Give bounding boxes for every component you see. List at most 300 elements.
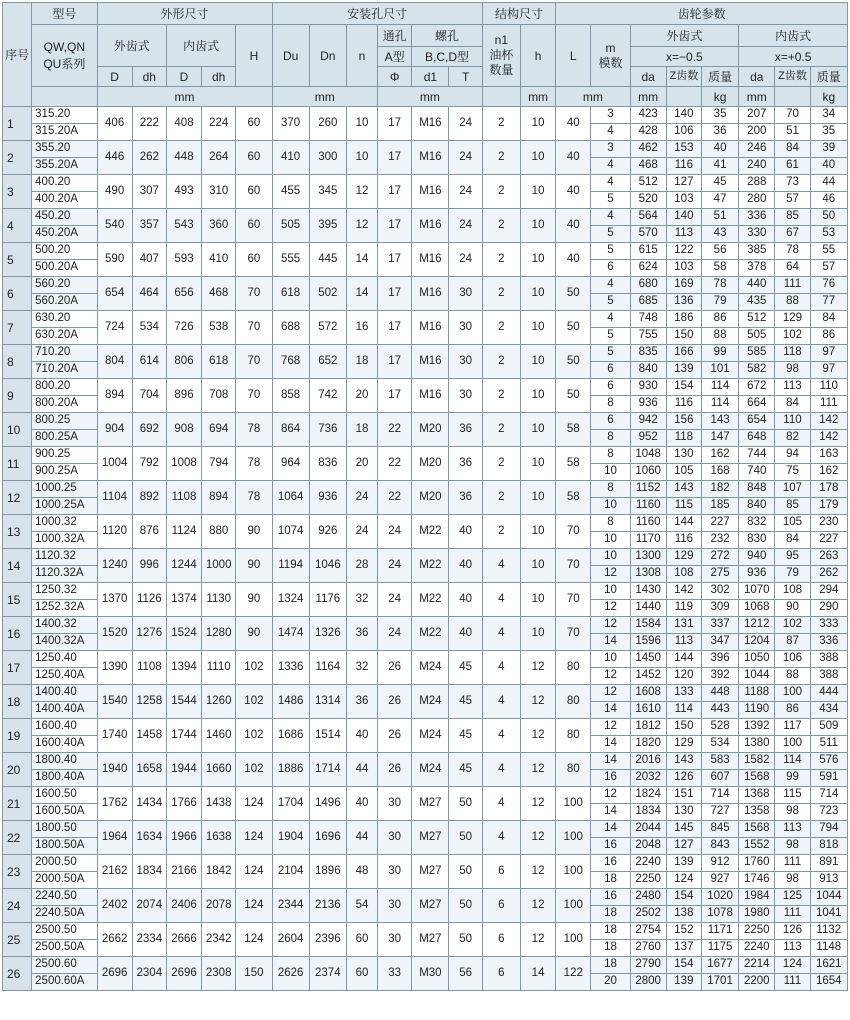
- cell-module: 8: [591, 515, 630, 532]
- cell-phi: 17: [378, 345, 412, 379]
- cell-mass-ext: 1175: [701, 940, 738, 957]
- row-seq: 17: [3, 651, 32, 685]
- cell-n1: 6: [482, 923, 520, 957]
- cell-z-int: 85: [775, 209, 810, 226]
- cell-Du: 1486: [272, 685, 309, 719]
- cell-da-ext: 1152: [630, 481, 666, 498]
- cell-mass-int: 39: [810, 141, 847, 158]
- cell-z-int: 57: [775, 192, 810, 209]
- cell-z-ext: 139: [666, 974, 701, 991]
- cell-Du: 1064: [272, 481, 309, 515]
- cell-module: 10: [591, 532, 630, 549]
- cell-z-ext: 154: [666, 379, 701, 396]
- cell-module: 3: [591, 107, 630, 124]
- cell-outer-dh-int: 224: [202, 107, 236, 141]
- cell-outer-D-ext: 654: [97, 277, 132, 311]
- cell-z-ext: 116: [666, 158, 701, 175]
- cell-da-ext: 1160: [630, 498, 666, 515]
- cell-Du: 1194: [272, 549, 309, 583]
- cell-n: 44: [346, 753, 377, 787]
- header-x-ext: x=−0.5: [630, 47, 739, 67]
- cell-phi: 17: [378, 243, 412, 277]
- cell-mass-ext: 302: [701, 583, 738, 600]
- cell-L: 40: [556, 209, 591, 243]
- cell-outer-dh-ext: 2074: [132, 889, 166, 923]
- cell-Du: 858: [272, 379, 309, 413]
- cell-da-int: 830: [739, 532, 775, 549]
- cell-da-ext: 1170: [630, 532, 666, 549]
- cell-h: 10: [520, 379, 555, 413]
- cell-h: 10: [520, 583, 555, 617]
- cell-model: 1400.40A: [32, 702, 97, 719]
- cell-z-ext: 150: [666, 719, 701, 736]
- cell-H: 124: [236, 855, 272, 889]
- cell-Dn: 736: [309, 413, 346, 447]
- cell-outer-D-int: 2696: [166, 957, 201, 991]
- cell-model: 1800.40A: [32, 770, 97, 787]
- cell-h: 12: [520, 855, 555, 889]
- cell-n: 16: [346, 311, 377, 345]
- cell-module: 10: [591, 549, 630, 566]
- cell-H: 70: [236, 345, 272, 379]
- cell-da-int: 378: [739, 260, 775, 277]
- table-row: [3, 345, 848, 362]
- cell-outer-dh-int: 468: [202, 277, 236, 311]
- cell-module: 8: [591, 447, 630, 464]
- table-row: [3, 957, 848, 974]
- cell-da-int: 1568: [739, 821, 775, 838]
- cell-da-ext: 1060: [630, 464, 666, 481]
- cell-da-int: 2200: [739, 974, 775, 991]
- header-m: m 模数: [591, 25, 630, 87]
- cell-n1: 4: [482, 821, 520, 855]
- cell-z-int: 88: [775, 668, 810, 685]
- header-unit-da-int: mm: [739, 87, 775, 107]
- table-row: [3, 923, 848, 940]
- cell-outer-D-int: 896: [166, 379, 201, 413]
- cell-model: 1000.32A: [32, 532, 97, 549]
- cell-d1: M24: [412, 753, 449, 787]
- row-seq: 5: [3, 243, 32, 277]
- header-d1: d1: [412, 67, 449, 87]
- cell-mass-ext: 45: [701, 175, 738, 192]
- cell-da-ext: 2480: [630, 889, 666, 906]
- cell-z-int: 85: [775, 498, 810, 515]
- cell-da-ext: 835: [630, 345, 666, 362]
- cell-model: 315.20A: [32, 124, 97, 141]
- table-header: [3, 3, 848, 107]
- cell-outer-D-ext: 1762: [97, 787, 132, 821]
- cell-d1: M27: [412, 923, 449, 957]
- cell-model: 1252.32A: [32, 600, 97, 617]
- cell-mass-int: 913: [810, 872, 847, 889]
- cell-mass-ext: 114: [701, 396, 738, 413]
- cell-da-ext: 428: [630, 124, 666, 141]
- cell-outer-D-ext: 540: [97, 209, 132, 243]
- cell-module: 14: [591, 736, 630, 753]
- cell-mass-ext: 845: [701, 821, 738, 838]
- header-unit-mass-ext: kg: [701, 87, 738, 107]
- cell-model: 1400.40: [32, 685, 97, 702]
- cell-mass-ext: 443: [701, 702, 738, 719]
- cell-outer-D-int: 408: [166, 107, 201, 141]
- cell-outer-dh-ext: 1458: [132, 719, 166, 753]
- cell-model: 500.20: [32, 243, 97, 260]
- cell-outer-dh-int: 1130: [202, 583, 236, 617]
- cell-outer-D-ext: 1120: [97, 515, 132, 549]
- cell-module: 5: [591, 345, 630, 362]
- cell-Du: 768: [272, 345, 309, 379]
- cell-da-ext: 2250: [630, 872, 666, 889]
- cell-d1: M22: [412, 549, 449, 583]
- cell-d1: M27: [412, 821, 449, 855]
- table-row: [3, 685, 848, 702]
- cell-h: 10: [520, 447, 555, 481]
- header-type-A: A型: [378, 47, 412, 67]
- cell-Du: 2604: [272, 923, 309, 957]
- cell-phi: 24: [378, 515, 412, 549]
- cell-n1: 4: [482, 685, 520, 719]
- cell-T: 56: [449, 957, 482, 991]
- cell-model: 800.20A: [32, 396, 97, 413]
- header-model: 型号: [32, 3, 97, 25]
- cell-da-int: 654: [739, 413, 775, 430]
- cell-mass-int: 110: [810, 379, 847, 396]
- cell-mass-int: 142: [810, 430, 847, 447]
- cell-model: 1600.40: [32, 719, 97, 736]
- cell-z-int: 111: [775, 974, 810, 991]
- cell-outer-D-int: 1966: [166, 821, 201, 855]
- header-z-ext: Z齿数: [666, 67, 701, 87]
- cell-outer-D-int: 2666: [166, 923, 201, 957]
- cell-Dn: 1176: [309, 583, 346, 617]
- cell-Dn: 926: [309, 515, 346, 549]
- cell-mass-ext: 182: [701, 481, 738, 498]
- cell-h: 12: [520, 889, 555, 923]
- cell-da-ext: 423: [630, 107, 666, 124]
- cell-n: 48: [346, 855, 377, 889]
- cell-phi: 26: [378, 685, 412, 719]
- cell-mass-int: 84: [810, 311, 847, 328]
- cell-mass-int: 178: [810, 481, 847, 498]
- table-row: [3, 141, 848, 158]
- cell-n: 60: [346, 923, 377, 957]
- cell-module: 14: [591, 702, 630, 719]
- cell-mass-int: 290: [810, 600, 847, 617]
- cell-da-int: 1044: [739, 668, 775, 685]
- cell-h: 10: [520, 481, 555, 515]
- cell-model: 1120.32A: [32, 566, 97, 583]
- header-mass-ext: 质量: [701, 67, 738, 87]
- cell-da-ext: 1450: [630, 651, 666, 668]
- cell-Dn: 395: [309, 209, 346, 243]
- table-row: [3, 515, 848, 532]
- cell-d1: M16: [412, 107, 449, 141]
- cell-H: 60: [236, 141, 272, 175]
- cell-n: 36: [346, 617, 377, 651]
- cell-module: 18: [591, 957, 630, 974]
- cell-d1: M27: [412, 787, 449, 821]
- row-seq: 2: [3, 141, 32, 175]
- cell-d1: M24: [412, 651, 449, 685]
- cell-T: 45: [449, 753, 482, 787]
- cell-mass-int: 142: [810, 413, 847, 430]
- cell-Dn: 936: [309, 481, 346, 515]
- table-row: [3, 277, 848, 294]
- cell-z-ext: 139: [666, 362, 701, 379]
- cell-model: 2240.50A: [32, 906, 97, 923]
- header-int-gear: 内齿式: [166, 25, 235, 67]
- cell-mass-int: 34: [810, 107, 847, 124]
- cell-phi: 26: [378, 753, 412, 787]
- cell-mass-ext: 47: [701, 192, 738, 209]
- cell-z-ext: 113: [666, 226, 701, 243]
- cell-module: 12: [591, 668, 630, 685]
- cell-d1: M16: [412, 311, 449, 345]
- cell-outer-D-int: 1944: [166, 753, 201, 787]
- cell-Du: 1886: [272, 753, 309, 787]
- cell-outer-dh-ext: 614: [132, 345, 166, 379]
- cell-da-ext: 468: [630, 158, 666, 175]
- cell-mass-int: 179: [810, 498, 847, 515]
- cell-z-ext: 126: [666, 770, 701, 787]
- cell-z-int: 86: [775, 702, 810, 719]
- cell-model: 1400.32A: [32, 634, 97, 651]
- cell-mass-int: 294: [810, 583, 847, 600]
- header-unit-mount: mm: [272, 87, 378, 107]
- cell-L: 100: [556, 855, 591, 889]
- cell-n1: 2: [482, 243, 520, 277]
- cell-z-int: 113: [775, 379, 810, 396]
- cell-mass-ext: 40: [701, 141, 738, 158]
- cell-da-ext: 2502: [630, 906, 666, 923]
- cell-z-ext: 140: [666, 107, 701, 124]
- cell-Du: 1904: [272, 821, 309, 855]
- cell-outer-dh-ext: 692: [132, 413, 166, 447]
- header-unit-blank: [32, 87, 97, 107]
- cell-H: 70: [236, 379, 272, 413]
- cell-da-int: 2214: [739, 957, 775, 974]
- header-n1: n1 油杯 数量: [482, 25, 520, 87]
- cell-mass-ext: 56: [701, 243, 738, 260]
- cell-z-int: 82: [775, 430, 810, 447]
- table-row: [3, 821, 848, 838]
- cell-Du: 2344: [272, 889, 309, 923]
- cell-z-int: 99: [775, 770, 810, 787]
- cell-z-int: 107: [775, 481, 810, 498]
- cell-L: 70: [556, 515, 591, 549]
- cell-da-int: 744: [739, 447, 775, 464]
- cell-n: 60: [346, 957, 377, 991]
- cell-outer-dh-int: 1660: [202, 753, 236, 787]
- cell-z-ext: 142: [666, 583, 701, 600]
- cell-outer-D-ext: 406: [97, 107, 132, 141]
- cell-da-ext: 1608: [630, 685, 666, 702]
- cell-T: 45: [449, 651, 482, 685]
- cell-mass-ext: 58: [701, 260, 738, 277]
- cell-da-ext: 2790: [630, 957, 666, 974]
- cell-outer-dh-int: 410: [202, 243, 236, 277]
- cell-da-ext: 2048: [630, 838, 666, 855]
- cell-mass-ext: 843: [701, 838, 738, 855]
- cell-phi: 30: [378, 889, 412, 923]
- cell-Dn: 1696: [309, 821, 346, 855]
- cell-L: 58: [556, 413, 591, 447]
- cell-module: 14: [591, 821, 630, 838]
- cell-outer-dh-int: 794: [202, 447, 236, 481]
- cell-mass-ext: 912: [701, 855, 738, 872]
- cell-Dn: 1896: [309, 855, 346, 889]
- cell-module: 18: [591, 906, 630, 923]
- cell-mass-int: 511: [810, 736, 847, 753]
- cell-z-ext: 105: [666, 464, 701, 481]
- cell-L: 50: [556, 277, 591, 311]
- cell-da-int: 672: [739, 379, 775, 396]
- cell-z-ext: 143: [666, 753, 701, 770]
- row-seq: 19: [3, 719, 32, 753]
- cell-n1: 2: [482, 175, 520, 209]
- cell-module: 12: [591, 685, 630, 702]
- cell-mass-int: 1044: [810, 889, 847, 906]
- cell-module: 10: [591, 498, 630, 515]
- cell-h: 12: [520, 685, 555, 719]
- cell-T: 24: [449, 175, 482, 209]
- cell-T: 24: [449, 141, 482, 175]
- table-row: [3, 753, 848, 770]
- cell-z-ext: 154: [666, 957, 701, 974]
- cell-Du: 1686: [272, 719, 309, 753]
- cell-z-int: 84: [775, 141, 810, 158]
- cell-module: 18: [591, 940, 630, 957]
- cell-z-ext: 139: [666, 855, 701, 872]
- cell-Dn: 742: [309, 379, 346, 413]
- cell-d1: M27: [412, 855, 449, 889]
- cell-outer-D-ext: 894: [97, 379, 132, 413]
- cell-outer-dh-ext: 407: [132, 243, 166, 277]
- cell-module: 12: [591, 617, 630, 634]
- cell-d1: M16: [412, 277, 449, 311]
- cell-z-ext: 103: [666, 192, 701, 209]
- cell-Du: 455: [272, 175, 309, 209]
- cell-da-ext: 1308: [630, 566, 666, 583]
- cell-module: 8: [591, 481, 630, 498]
- cell-outer-D-ext: 1520: [97, 617, 132, 651]
- cell-da-ext: 615: [630, 243, 666, 260]
- cell-outer-dh-int: 2308: [202, 957, 236, 991]
- cell-mass-ext: 727: [701, 804, 738, 821]
- cell-T: 36: [449, 481, 482, 515]
- row-seq: 3: [3, 175, 32, 209]
- cell-H: 124: [236, 821, 272, 855]
- cell-model: 2500.60A: [32, 974, 97, 991]
- cell-da-int: 440: [739, 277, 775, 294]
- cell-n1: 6: [482, 957, 520, 991]
- cell-mass-ext: 1078: [701, 906, 738, 923]
- cell-da-ext: 1048: [630, 447, 666, 464]
- cell-n: 54: [346, 889, 377, 923]
- cell-mass-ext: 147: [701, 430, 738, 447]
- header-dh-ext: dh: [132, 67, 166, 87]
- cell-mass-ext: 143: [701, 413, 738, 430]
- cell-model: 900.25A: [32, 464, 97, 481]
- table-row: [3, 889, 848, 906]
- cell-z-ext: 130: [666, 804, 701, 821]
- header-Du: Du: [272, 25, 309, 87]
- cell-h: 10: [520, 549, 555, 583]
- cell-n: 18: [346, 345, 377, 379]
- cell-mass-int: 55: [810, 243, 847, 260]
- cell-mass-int: 35: [810, 124, 847, 141]
- cell-phi: 17: [378, 175, 412, 209]
- cell-z-ext: 140: [666, 209, 701, 226]
- cell-z-ext: 136: [666, 294, 701, 311]
- header-D-int: D: [166, 67, 201, 87]
- cell-mass-ext: 99: [701, 345, 738, 362]
- cell-outer-D-int: 1544: [166, 685, 201, 719]
- cell-phi: 17: [378, 379, 412, 413]
- cell-z-int: 94: [775, 447, 810, 464]
- cell-n: 44: [346, 821, 377, 855]
- cell-mass-int: 111: [810, 396, 847, 413]
- row-seq: 10: [3, 413, 32, 447]
- cell-mass-int: 1132: [810, 923, 847, 940]
- cell-mass-int: 53: [810, 226, 847, 243]
- cell-mass-ext: 528: [701, 719, 738, 736]
- cell-n: 28: [346, 549, 377, 583]
- cell-mass-int: 50: [810, 209, 847, 226]
- cell-module: 16: [591, 855, 630, 872]
- table-row: [3, 243, 848, 260]
- cell-mass-ext: 309: [701, 600, 738, 617]
- cell-T: 36: [449, 447, 482, 481]
- cell-z-int: 64: [775, 260, 810, 277]
- cell-outer-D-int: 543: [166, 209, 201, 243]
- cell-da-ext: 1160: [630, 515, 666, 532]
- cell-mass-ext: 162: [701, 447, 738, 464]
- cell-T: 45: [449, 685, 482, 719]
- cell-mass-int: 162: [810, 464, 847, 481]
- cell-d1: M22: [412, 617, 449, 651]
- cell-module: 4: [591, 158, 630, 175]
- cell-mass-int: 97: [810, 362, 847, 379]
- cell-z-ext: 137: [666, 940, 701, 957]
- cell-model: 355.20A: [32, 158, 97, 175]
- cell-n: 40: [346, 719, 377, 753]
- cell-z-int: 129: [775, 311, 810, 328]
- cell-n: 20: [346, 379, 377, 413]
- cell-model: 630.20: [32, 311, 97, 328]
- cell-Dn: 572: [309, 311, 346, 345]
- cell-L: 58: [556, 447, 591, 481]
- cell-outer-D-int: 1524: [166, 617, 201, 651]
- cell-H: 150: [236, 957, 272, 991]
- cell-Dn: 836: [309, 447, 346, 481]
- cell-da-int: 840: [739, 498, 775, 515]
- cell-Du: 864: [272, 413, 309, 447]
- cell-mass-int: 230: [810, 515, 847, 532]
- cell-n: 32: [346, 651, 377, 685]
- cell-mass-int: 1148: [810, 940, 847, 957]
- header-unit-h: mm: [520, 87, 555, 107]
- header-gear-params: 齿轮参数: [556, 3, 848, 25]
- cell-z-int: 98: [775, 804, 810, 821]
- cell-h: 10: [520, 107, 555, 141]
- cell-module: 4: [591, 311, 630, 328]
- cell-mass-ext: 35: [701, 107, 738, 124]
- cell-mass-ext: 79: [701, 294, 738, 311]
- cell-mass-ext: 78: [701, 277, 738, 294]
- cell-model: 400.20A: [32, 192, 97, 209]
